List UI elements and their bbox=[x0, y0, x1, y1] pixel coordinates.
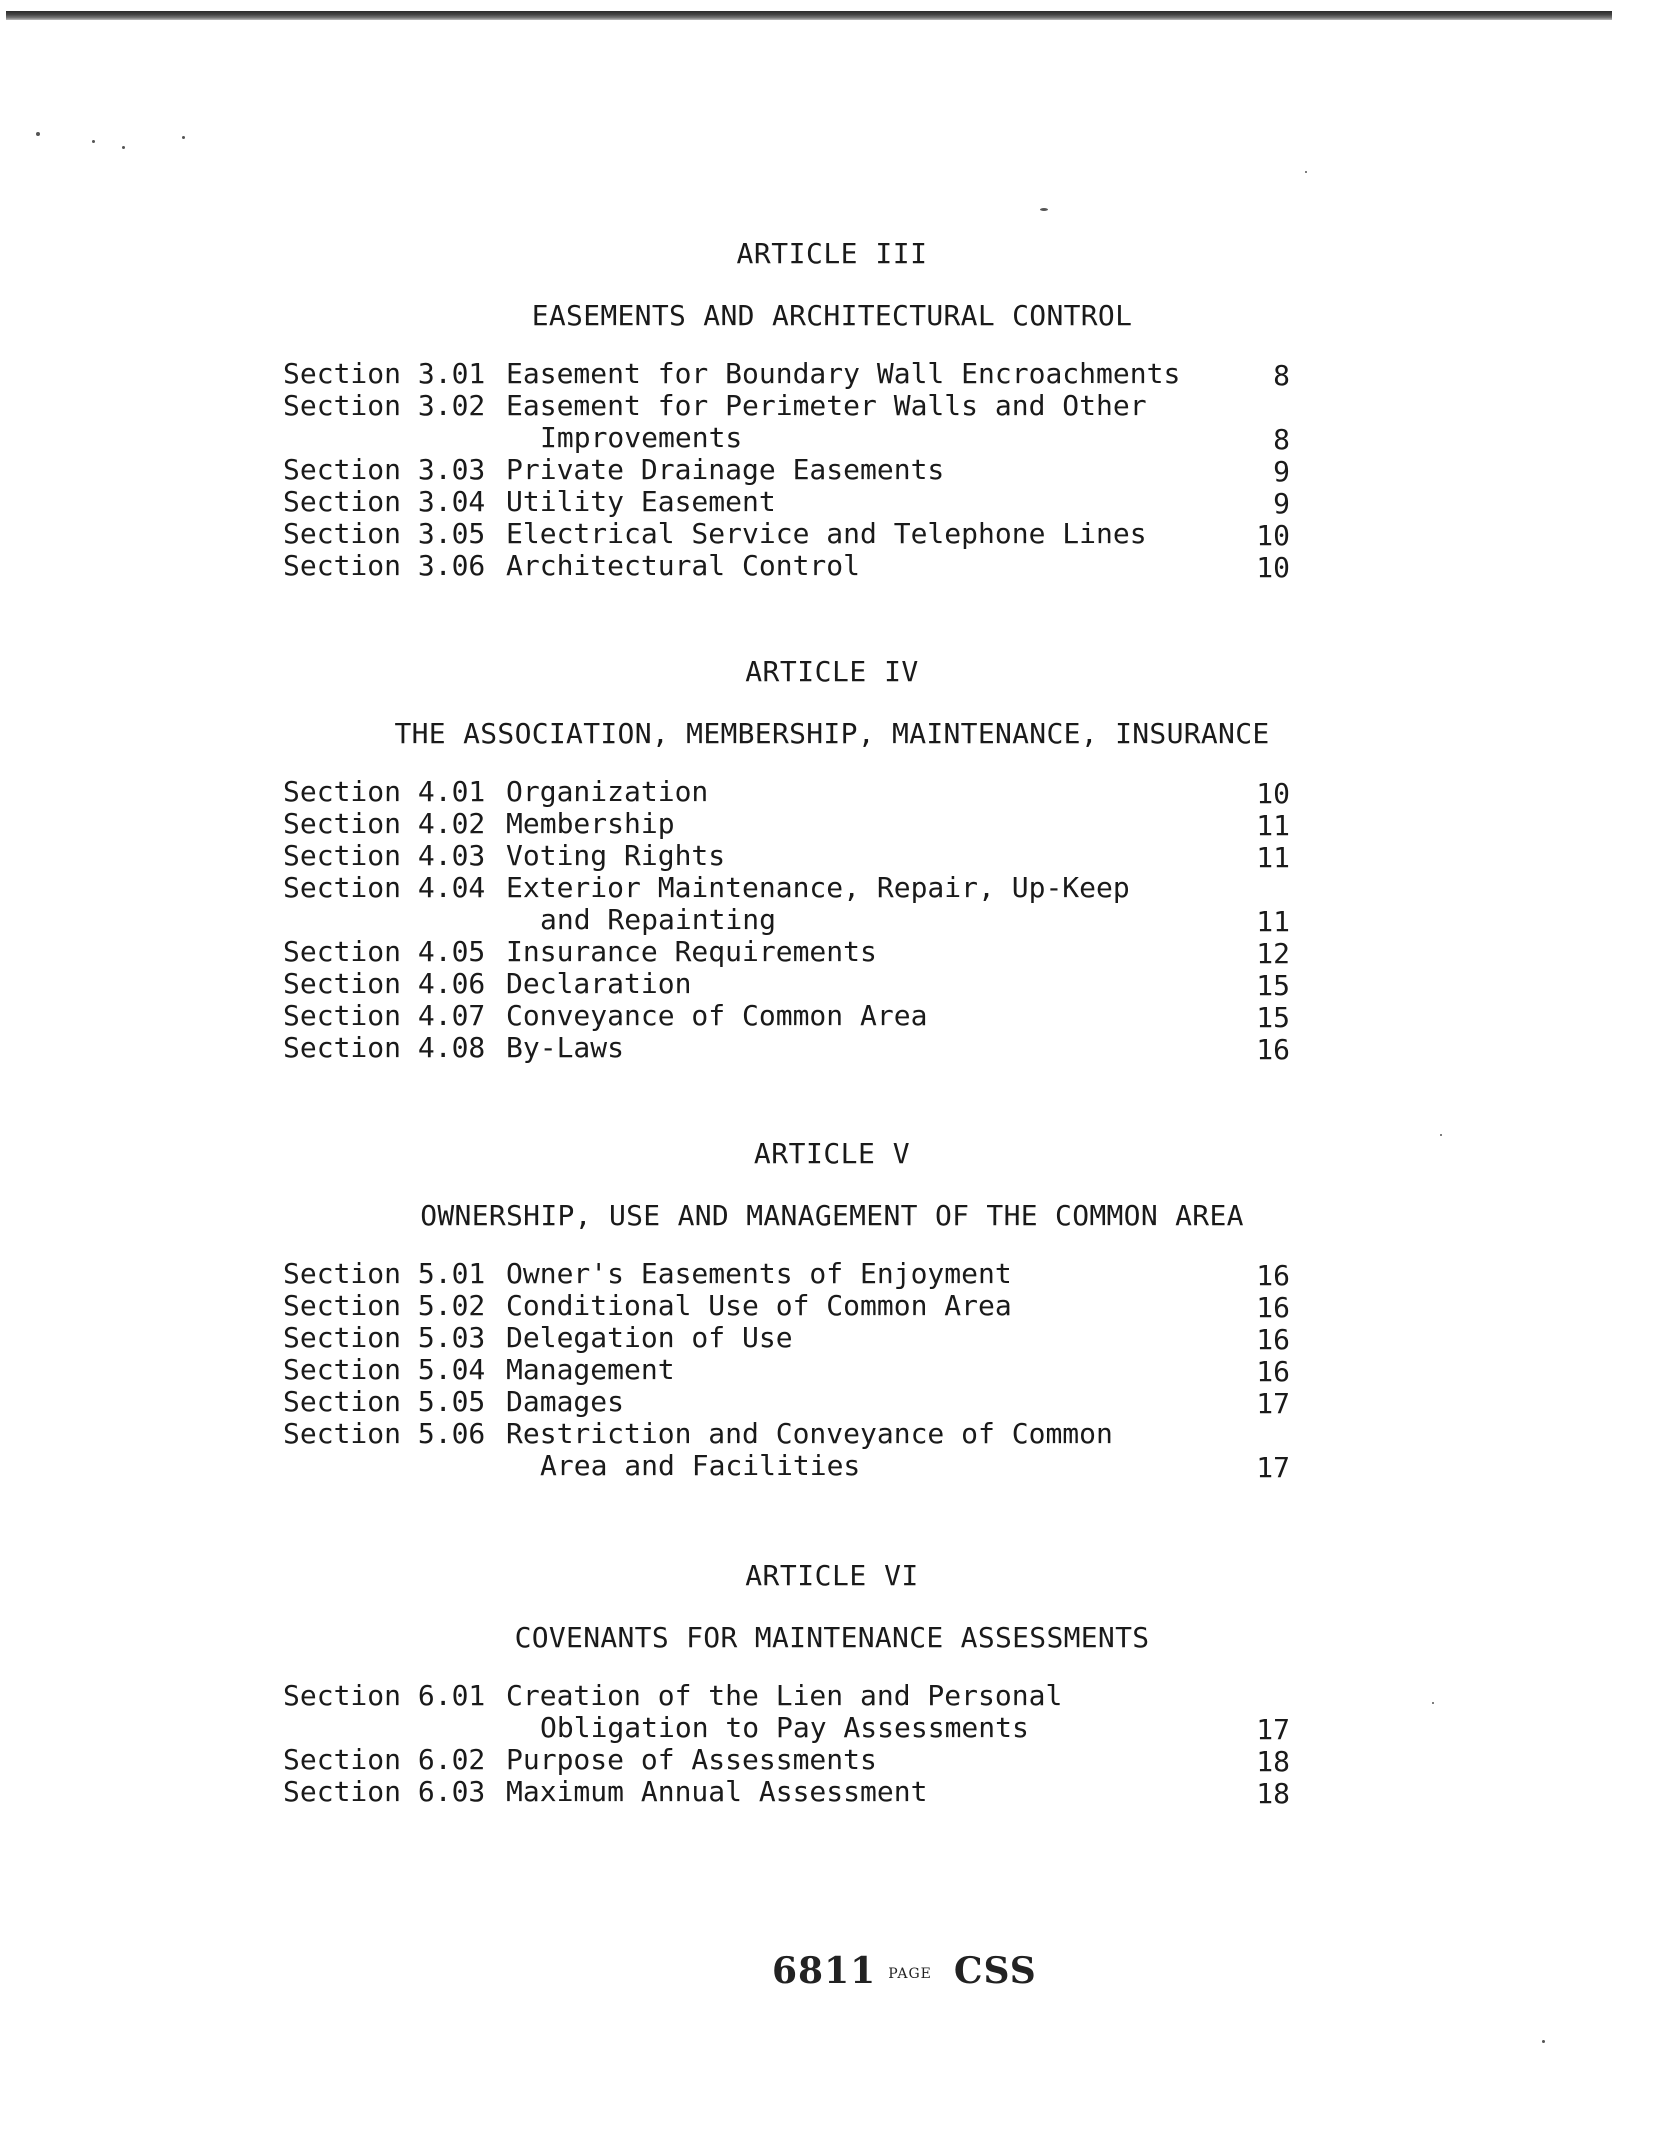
page-number: 16 bbox=[1256, 1033, 1290, 1066]
section-title-continued: Obligation to Pay Assessments bbox=[540, 1711, 1029, 1744]
toc-entry bbox=[0, 1032, 1664, 1064]
toc-entry bbox=[0, 390, 1664, 454]
page-number: 10 bbox=[1256, 519, 1290, 552]
top-scan-rule bbox=[6, 11, 1612, 20]
section-number: Section 5.04 bbox=[283, 1353, 486, 1386]
stamp-code: CSS bbox=[953, 1950, 1037, 1992]
page-number: 9 bbox=[1273, 455, 1290, 488]
section-title: Management bbox=[506, 1353, 675, 1386]
toc-entry bbox=[0, 1290, 1664, 1322]
section-title: Architectural Control bbox=[506, 549, 861, 582]
section-title-continued: Improvements bbox=[540, 421, 743, 454]
toc-entry bbox=[0, 358, 1664, 390]
page-number: 18 bbox=[1256, 1745, 1290, 1778]
toc-entry bbox=[0, 1258, 1664, 1290]
section-title: Exterior Maintenance, Repair, Up-Keep bbox=[506, 871, 1130, 904]
section-title: Private Drainage Easements bbox=[506, 453, 945, 486]
article-heading: ARTICLE VI bbox=[745, 1559, 919, 1592]
article-title: COVENANTS FOR MAINTENANCE ASSESSMENTS bbox=[514, 1621, 1150, 1654]
page-number: 11 bbox=[1256, 841, 1290, 874]
section-list bbox=[0, 358, 1664, 582]
toc-entry bbox=[0, 486, 1664, 518]
section-number: Section 3.02 bbox=[283, 389, 486, 422]
page-number: 11 bbox=[1256, 809, 1290, 842]
section-list bbox=[0, 1258, 1664, 1482]
article-title: THE ASSOCIATION, MEMBERSHIP, MAINTENANCE, INSURANCE bbox=[394, 717, 1270, 750]
section-number: Section 3.01 bbox=[283, 357, 486, 390]
section-title: Conveyance of Common Area bbox=[506, 999, 928, 1032]
page-number: 16 bbox=[1256, 1259, 1290, 1292]
scan-speck bbox=[92, 140, 95, 143]
section-number: Section 4.04 bbox=[283, 871, 486, 904]
page-number: 11 bbox=[1256, 905, 1290, 938]
toc-entry bbox=[0, 1000, 1664, 1032]
scan-speck bbox=[1040, 208, 1048, 211]
toc-entry bbox=[0, 1354, 1664, 1386]
section-number: Section 3.06 bbox=[283, 549, 486, 582]
page-number: 12 bbox=[1256, 937, 1290, 970]
page-number: 17 bbox=[1256, 1451, 1290, 1484]
page-number: 9 bbox=[1273, 487, 1290, 520]
section-title: Insurance Requirements bbox=[506, 935, 877, 968]
section-number: Section 5.01 bbox=[283, 1257, 486, 1290]
toc-entry bbox=[0, 1776, 1664, 1808]
toc-entry bbox=[0, 1322, 1664, 1354]
toc-entry bbox=[0, 1744, 1664, 1776]
page-number: 10 bbox=[1256, 777, 1290, 810]
section-title: Maximum Annual Assessment bbox=[506, 1775, 928, 1808]
section-list bbox=[0, 1680, 1664, 1808]
page-number: 16 bbox=[1256, 1323, 1290, 1356]
toc-entry bbox=[0, 968, 1664, 1000]
article-heading: ARTICLE V bbox=[753, 1137, 911, 1170]
toc-entry bbox=[0, 550, 1664, 582]
section-number: Section 6.01 bbox=[283, 1679, 486, 1712]
recording-stamp bbox=[772, 1950, 1037, 1992]
section-number: Section 4.03 bbox=[283, 839, 486, 872]
section-number: Section 6.03 bbox=[283, 1775, 486, 1808]
page-number: 15 bbox=[1256, 1001, 1290, 1034]
page-number: 16 bbox=[1256, 1291, 1290, 1324]
section-number: Section 4.02 bbox=[283, 807, 486, 840]
toc-entry bbox=[0, 518, 1664, 550]
page-number: 17 bbox=[1256, 1387, 1290, 1420]
toc-entry bbox=[0, 776, 1664, 808]
page-number: 16 bbox=[1256, 1355, 1290, 1388]
page-number: 8 bbox=[1273, 359, 1290, 392]
scan-speck bbox=[1305, 171, 1307, 173]
section-title: Easement for Perimeter Walls and Other bbox=[506, 389, 1147, 422]
section-title: Owner's Easements of Enjoyment bbox=[506, 1257, 1012, 1290]
section-number: Section 5.03 bbox=[283, 1321, 486, 1354]
section-title: Utility Easement bbox=[506, 485, 776, 518]
toc-entry bbox=[0, 808, 1664, 840]
section-number: Section 5.06 bbox=[283, 1417, 486, 1450]
article-title: EASEMENTS AND ARCHITECTURAL CONTROL bbox=[531, 299, 1133, 332]
section-number: Section 4.05 bbox=[283, 935, 486, 968]
page-number: 15 bbox=[1256, 969, 1290, 1002]
section-title: Purpose of Assessments bbox=[506, 1743, 877, 1776]
section-number: Section 5.05 bbox=[283, 1385, 486, 1418]
section-number: Section 3.04 bbox=[283, 485, 486, 518]
section-title: Delegation of Use bbox=[506, 1321, 793, 1354]
section-number: Section 3.05 bbox=[283, 517, 486, 550]
section-title: Membership bbox=[506, 807, 675, 840]
article-title: OWNERSHIP, USE AND MANAGEMENT OF THE COMMON AREA bbox=[420, 1199, 1244, 1232]
section-title: By-Laws bbox=[506, 1031, 625, 1064]
toc-entry bbox=[0, 1418, 1664, 1482]
section-number: Section 4.08 bbox=[283, 1031, 486, 1064]
article-section bbox=[0, 652, 1664, 1064]
section-title: Damages bbox=[506, 1385, 625, 1418]
section-number: Section 5.02 bbox=[283, 1289, 486, 1322]
scan-speck bbox=[182, 136, 185, 139]
section-title: Conditional Use of Common Area bbox=[506, 1289, 1012, 1322]
article-heading: ARTICLE IV bbox=[745, 655, 919, 688]
section-title-continued: Area and Facilities bbox=[540, 1449, 861, 1482]
section-title: Electrical Service and Telephone Lines bbox=[506, 517, 1147, 550]
article-section bbox=[0, 1556, 1664, 1808]
section-number: Section 4.06 bbox=[283, 967, 486, 1000]
section-title: Voting Rights bbox=[506, 839, 726, 872]
section-title: Restriction and Conveyance of Common bbox=[506, 1417, 1113, 1450]
page-number: 8 bbox=[1273, 423, 1290, 456]
section-title: Creation of the Lien and Personal bbox=[506, 1679, 1063, 1712]
section-list bbox=[0, 776, 1664, 1064]
toc-entry bbox=[0, 840, 1664, 872]
toc-entry bbox=[0, 1386, 1664, 1418]
stamp-small-text: PAGE bbox=[888, 1966, 932, 1982]
scan-speck bbox=[1542, 2040, 1545, 2043]
toc-entry bbox=[0, 872, 1664, 936]
section-number: Section 6.02 bbox=[283, 1743, 486, 1776]
toc-entry bbox=[0, 936, 1664, 968]
section-title: Declaration bbox=[506, 967, 692, 1000]
section-title: Easement for Boundary Wall Encroachments bbox=[506, 357, 1181, 390]
toc-entry bbox=[0, 1680, 1664, 1744]
scan-speck bbox=[36, 132, 40, 136]
stamp-number: 6811 bbox=[772, 1950, 877, 1992]
page-number: 17 bbox=[1256, 1713, 1290, 1746]
section-title-continued: and Repainting bbox=[540, 903, 777, 936]
toc-entry bbox=[0, 454, 1664, 486]
section-number: Section 4.07 bbox=[283, 999, 486, 1032]
scan-speck bbox=[122, 146, 125, 149]
section-number: Section 3.03 bbox=[283, 453, 486, 486]
article-heading: ARTICLE III bbox=[736, 237, 928, 270]
section-title: Organization bbox=[506, 775, 709, 808]
page-number: 18 bbox=[1256, 1777, 1290, 1810]
article-section bbox=[0, 234, 1664, 582]
article-section bbox=[0, 1134, 1664, 1482]
page-number: 10 bbox=[1256, 551, 1290, 584]
section-number: Section 4.01 bbox=[283, 775, 486, 808]
